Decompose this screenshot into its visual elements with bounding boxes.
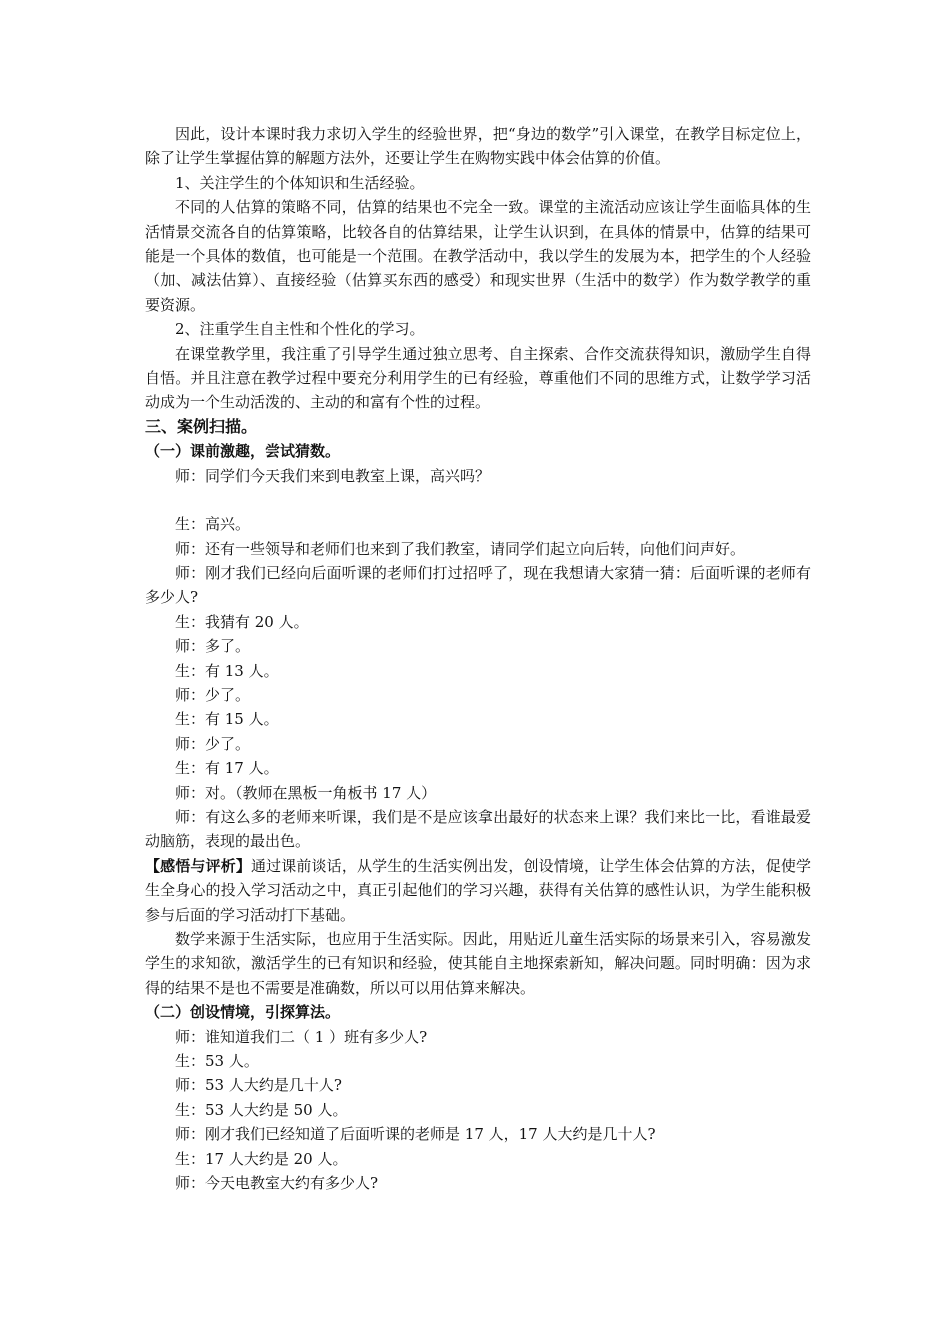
body-paragraph: 师：同学们今天我们来到电教室上课，高兴吗？	[175, 466, 491, 485]
body-paragraph: 生：有 17 人。	[175, 759, 279, 778]
body-paragraph: 生：17 人大约是 20 人。	[175, 1149, 348, 1168]
body-paragraph: 师：还有一些领导和老师们也来到了我们教室，请同学们起立向后转，向他们问声好。	[175, 539, 746, 558]
body-paragraph: 师：今天电教室大约有多少人?	[175, 1174, 379, 1193]
body-paragraph: 生：高兴。	[175, 515, 251, 534]
body-paragraph: 数学来源于生活实际，也应用于生活实际。因此，用贴近儿童生活实际的场景来引入，容易激发学生的求知欲，激活学生的已有知识和经验，使其能自主地探索新知，解决问题。同时明确：因为求得的结果不是也不需要是准确数，所以可以用估算来解决。	[145, 930, 811, 997]
body-paragraph: 生：有 15 人。	[175, 710, 279, 729]
body-paragraph: 师：有这么多的老师来听课，我们是不是应该拿出最好的状态来上课？我们来比一比，看谁最爱动脑筋，表现的最出色。	[145, 807, 811, 851]
body-paragraph: 生：我猜有 20 人。	[175, 612, 309, 631]
body-paragraph: 师：53 人大约是几十人?	[175, 1076, 342, 1095]
subsection-heading: （二）创设情境，引探算法。	[145, 1003, 341, 1022]
body-paragraph: 生：有 13 人。	[175, 661, 279, 680]
body-paragraph: 生：53 人。	[175, 1052, 259, 1071]
document-body	[145, 122, 811, 1195]
section-heading: 三、案例扫描。	[145, 416, 258, 436]
body-paragraph: 师：多了。	[175, 637, 251, 656]
body-paragraph: 生：53 人大约是 50 人。	[175, 1100, 348, 1119]
body-paragraph: 因此，设计本课时我力求切入学生的经验世界，把“身边的数学”引入课堂，在教学目标定位上，除了让学生掌握估算的解题方法外，还要让学生在购物实践中体会估算的价值。	[145, 125, 811, 168]
commentary-paragraph	[145, 854, 811, 927]
blank-line	[145, 488, 811, 512]
body-paragraph: 师：对。（教师在黑板一角板书 17 人）	[175, 783, 437, 802]
body-paragraph: 不同的人估算的策略不同，估算的结果也不完全一致。课堂的主流活动应该让学生面临具体的生活情景交流各自的估算策略，比较各自的估算结果，让学生认识到，在具体的情景中，估算的结果可能是一个具体的数值，也可能是一个范围。在教学活动中，我以学生的发展为本，把学生的个人经验（加、减法估算）、直接经验（估算买东西的感受）和现实世界（生活中的数学）作为数学教学的重要资源。	[145, 198, 811, 314]
body-paragraph: 师：少了。	[175, 685, 251, 704]
body-paragraph: 师：刚才我们已经向后面听课的老师们打过招呼了，现在我想请大家猜一猜：后面听课的老师有多少人?	[145, 563, 811, 607]
subsection-heading: （一）课前激趣，尝试猜数。	[145, 442, 341, 461]
commentary-label: 【感悟与评析】	[145, 856, 251, 875]
body-paragraph: 师：谁知道我们二（ 1 ）班有多少人?	[175, 1027, 428, 1046]
body-paragraph: 师：刚才我们已经知道了后面听课的老师是 17 人，17 人大约是几十人?	[175, 1125, 656, 1144]
body-paragraph: 在课堂教学里，我注重了引导学生通过独立思考、自主探索、合作交流获得知识，激励学生自得自悟。并且注意在教学过程中要充分利用学生的已有经验，尊重他们不同的思维方式，让数学学习活动成为一个生动活泼的、主动的和富有个性的过程。	[145, 344, 811, 412]
body-paragraph: 1、关注学生的个体知识和生活经验。	[175, 173, 425, 192]
body-paragraph: 2、注重学生自主性和个性化的学习。	[175, 320, 425, 339]
body-paragraph: 师：少了。	[175, 734, 251, 753]
commentary-text: 通过课前谈话，从学生的生活实例出发，创设情境，让学生体会估算的方法，促使学生全身心的投入学习活动之中，真正引起他们的学习兴趣，获得有关估算的感性认识，为学生能积极参与后面的学习活动打下基础。	[145, 856, 811, 924]
